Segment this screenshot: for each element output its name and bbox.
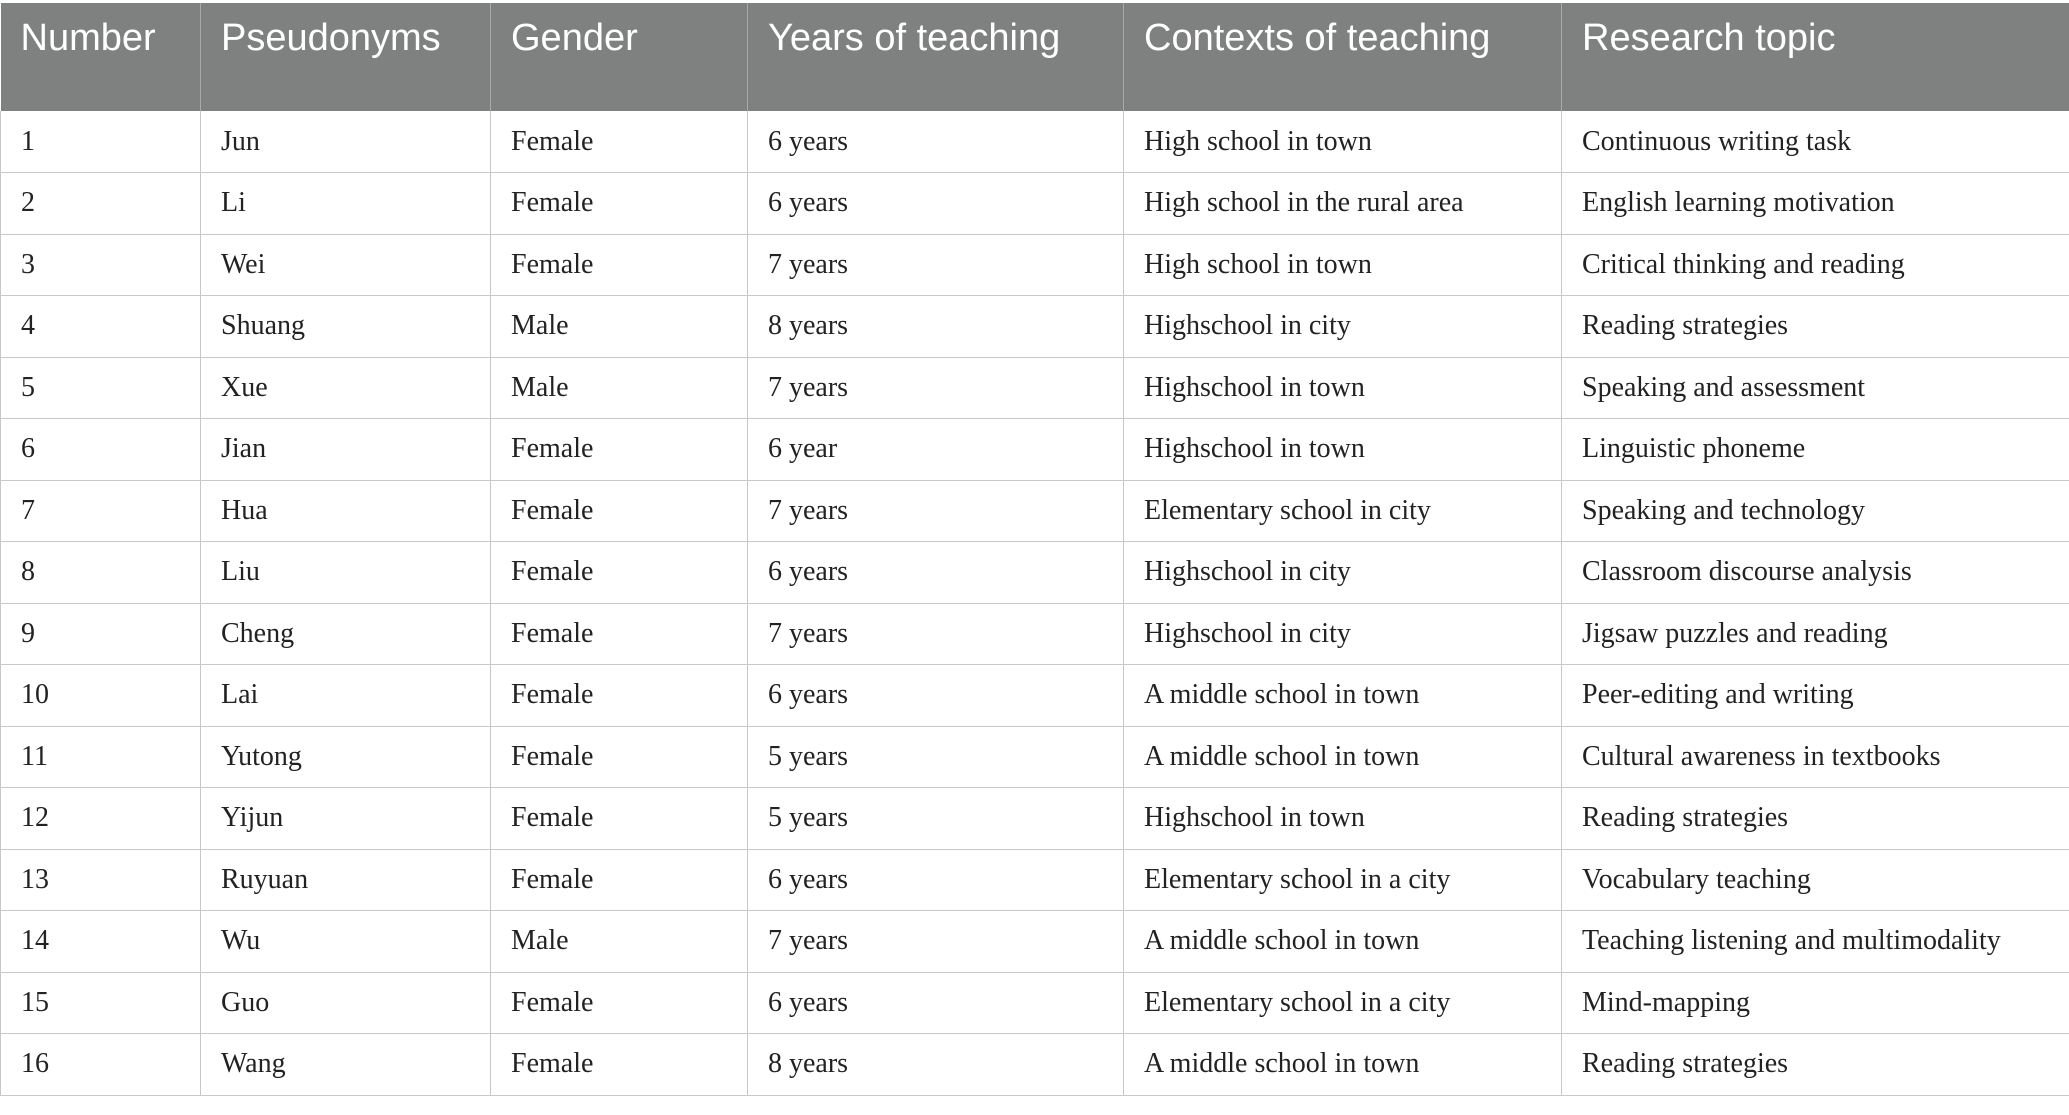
cell-topic: English learning motivation — [1562, 173, 2069, 235]
cell-pseudonym: Shuang — [201, 296, 491, 358]
header-years-of-teaching: Years of teaching — [748, 3, 1124, 111]
cell-pseudonym: Yutong — [201, 726, 491, 788]
table-row — [1, 111, 2069, 173]
cell-gender: Female — [491, 111, 748, 173]
cell-number: 11 — [1, 726, 201, 788]
cell-context: Highschool in city — [1124, 603, 1562, 665]
cell-gender: Female — [491, 665, 748, 727]
cell-gender: Female — [491, 234, 748, 296]
cell-context: Highschool in town — [1124, 419, 1562, 481]
cell-years: 7 years — [748, 357, 1124, 419]
cell-topic: Mind-mapping — [1562, 972, 2069, 1034]
cell-context: High school in town — [1124, 234, 1562, 296]
cell-topic: Jigsaw puzzles and reading — [1562, 603, 2069, 665]
cell-years: 7 years — [748, 480, 1124, 542]
cell-context: A middle school in town — [1124, 726, 1562, 788]
table-row — [1, 234, 2069, 296]
table-row — [1, 911, 2069, 973]
cell-topic: Cultural awareness in textbooks — [1562, 726, 2069, 788]
cell-gender: Female — [491, 480, 748, 542]
cell-years: 6 years — [748, 972, 1124, 1034]
header-pseudonyms: Pseudonyms — [201, 3, 491, 111]
cell-pseudonym: Wei — [201, 234, 491, 296]
cell-context: Highschool in town — [1124, 357, 1562, 419]
cell-number: 10 — [1, 665, 201, 727]
cell-pseudonym: Yijun — [201, 788, 491, 850]
cell-number: 15 — [1, 972, 201, 1034]
cell-years: 7 years — [748, 603, 1124, 665]
cell-gender: Female — [491, 603, 748, 665]
cell-gender: Female — [491, 972, 748, 1034]
header-research-topic: Research topic — [1562, 3, 2069, 111]
table-row — [1, 542, 2069, 604]
cell-context: High school in town — [1124, 111, 1562, 173]
cell-context: High school in the rural area — [1124, 173, 1562, 235]
cell-topic: Speaking and technology — [1562, 480, 2069, 542]
cell-context: Highschool in city — [1124, 542, 1562, 604]
header-gender: Gender — [491, 3, 748, 111]
cell-context: A middle school in town — [1124, 665, 1562, 727]
cell-number: 14 — [1, 911, 201, 973]
header-row — [1, 3, 2069, 111]
cell-pseudonym: Hua — [201, 480, 491, 542]
cell-context: A middle school in town — [1124, 1034, 1562, 1096]
cell-topic: Continuous writing task — [1562, 111, 2069, 173]
table-row — [1, 357, 2069, 419]
table-header — [1, 3, 2069, 111]
cell-topic: Classroom discourse analysis — [1562, 542, 2069, 604]
cell-number: 5 — [1, 357, 201, 419]
cell-topic: Reading strategies — [1562, 1034, 2069, 1096]
cell-number: 6 — [1, 419, 201, 481]
participants-table-container — [0, 3, 2069, 1096]
cell-gender: Male — [491, 296, 748, 358]
cell-pseudonym: Jian — [201, 419, 491, 481]
cell-years: 7 years — [748, 911, 1124, 973]
cell-context: A middle school in town — [1124, 911, 1562, 973]
table-row — [1, 173, 2069, 235]
cell-gender: Female — [491, 788, 748, 850]
cell-pseudonym: Liu — [201, 542, 491, 604]
cell-topic: Teaching listening and multimodality — [1562, 911, 2069, 973]
table-row — [1, 603, 2069, 665]
cell-number: 3 — [1, 234, 201, 296]
cell-topic: Reading strategies — [1562, 788, 2069, 850]
cell-gender: Male — [491, 911, 748, 973]
cell-topic: Linguistic phoneme — [1562, 419, 2069, 481]
cell-pseudonym: Li — [201, 173, 491, 235]
cell-gender: Female — [491, 1034, 748, 1096]
cell-number: 2 — [1, 173, 201, 235]
cell-number: 8 — [1, 542, 201, 604]
participants-table — [0, 3, 2069, 1096]
cell-gender: Female — [491, 726, 748, 788]
table-row — [1, 788, 2069, 850]
cell-topic: Critical thinking and reading — [1562, 234, 2069, 296]
cell-context: Highschool in city — [1124, 296, 1562, 358]
header-number: Number — [1, 3, 201, 111]
table-row — [1, 1034, 2069, 1096]
cell-pseudonym: Guo — [201, 972, 491, 1034]
cell-number: 7 — [1, 480, 201, 542]
cell-years: 8 years — [748, 1034, 1124, 1096]
cell-years: 5 years — [748, 726, 1124, 788]
cell-topic: Peer-editing and writing — [1562, 665, 2069, 727]
cell-pseudonym: Xue — [201, 357, 491, 419]
cell-context: Elementary school in a city — [1124, 972, 1562, 1034]
table-row — [1, 665, 2069, 727]
cell-number: 1 — [1, 111, 201, 173]
cell-years: 6 years — [748, 111, 1124, 173]
cell-pseudonym: Wang — [201, 1034, 491, 1096]
table-body — [1, 111, 2069, 1095]
cell-gender: Female — [491, 173, 748, 235]
cell-years: 5 years — [748, 788, 1124, 850]
cell-number: 4 — [1, 296, 201, 358]
cell-years: 8 years — [748, 296, 1124, 358]
table-row — [1, 849, 2069, 911]
cell-pseudonym: Ruyuan — [201, 849, 491, 911]
cell-number: 13 — [1, 849, 201, 911]
cell-context: Elementary school in a city — [1124, 849, 1562, 911]
cell-years: 7 years — [748, 234, 1124, 296]
cell-gender: Female — [491, 849, 748, 911]
cell-context: Elementary school in city — [1124, 480, 1562, 542]
cell-number: 12 — [1, 788, 201, 850]
cell-years: 6 years — [748, 665, 1124, 727]
cell-number: 9 — [1, 603, 201, 665]
table-row — [1, 726, 2069, 788]
cell-topic: Vocabulary teaching — [1562, 849, 2069, 911]
cell-gender: Male — [491, 357, 748, 419]
table-row — [1, 972, 2069, 1034]
cell-years: 6 years — [748, 849, 1124, 911]
table-row — [1, 419, 2069, 481]
table-row — [1, 296, 2069, 358]
cell-years: 6 years — [748, 542, 1124, 604]
cell-pseudonym: Wu — [201, 911, 491, 973]
cell-years: 6 year — [748, 419, 1124, 481]
cell-pseudonym: Cheng — [201, 603, 491, 665]
header-contexts-of-teaching: Contexts of teaching — [1124, 3, 1562, 111]
cell-context: Highschool in town — [1124, 788, 1562, 850]
cell-number: 16 — [1, 1034, 201, 1096]
cell-years: 6 years — [748, 173, 1124, 235]
cell-gender: Female — [491, 419, 748, 481]
cell-pseudonym: Jun — [201, 111, 491, 173]
cell-topic: Speaking and assessment — [1562, 357, 2069, 419]
cell-topic: Reading strategies — [1562, 296, 2069, 358]
cell-pseudonym: Lai — [201, 665, 491, 727]
table-row — [1, 480, 2069, 542]
cell-gender: Female — [491, 542, 748, 604]
